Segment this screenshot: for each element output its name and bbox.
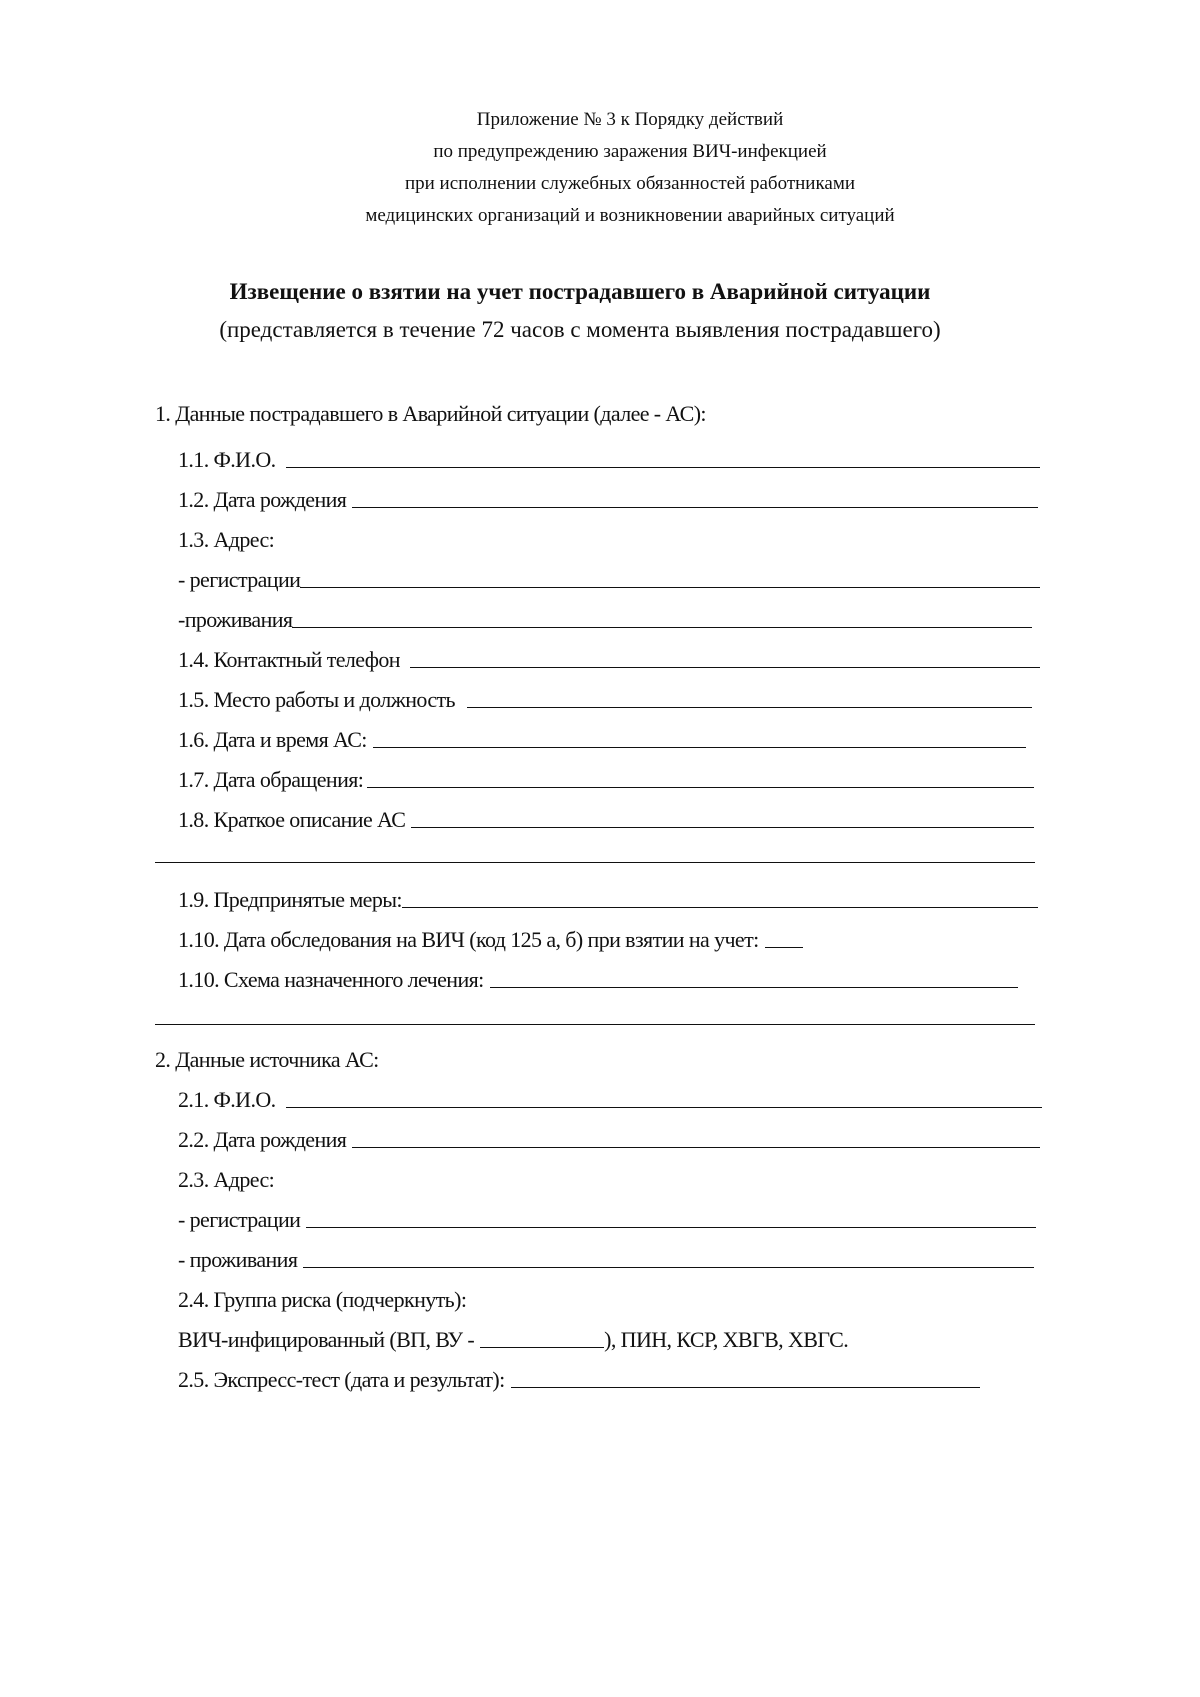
document-title: Извещение о взятии на учет пострадавшего в Аварийной ситуации (229, 279, 931, 304)
fill-in-line[interactable] (467, 685, 1032, 708)
fill-in-line[interactable] (480, 1327, 604, 1348)
fill-in-line[interactable] (292, 605, 1032, 628)
field-1-5-work (178, 684, 1032, 714)
fill-in-line[interactable] (286, 445, 1040, 468)
fill-in-line[interactable] (411, 805, 1034, 828)
field-1-2-birth (178, 484, 1038, 514)
field-1-9-measures (178, 884, 1038, 914)
fill-in-line-description-continued[interactable] (155, 862, 1035, 863)
field-label: 1.10. Схема назначенного лечения: (178, 967, 484, 992)
field-label: 1.9. Предпринятые меры: (178, 887, 402, 912)
fill-in-line[interactable] (402, 885, 1038, 908)
field-2-4-risk-group (178, 1284, 466, 1314)
field-2-5-express-test (178, 1364, 980, 1394)
field-label: 2.1. Ф.И.О. (178, 1087, 276, 1112)
field-2-3-residence (178, 1244, 1034, 1274)
field-2-2-birth (178, 1124, 1040, 1154)
fill-in-line[interactable] (490, 965, 1018, 988)
appendix-line-1: Приложение № 3 к Порядку действий (476, 109, 784, 130)
field-label: 2.2. Дата рождения (178, 1127, 347, 1152)
appendix-header (300, 104, 960, 232)
field-2-3-address (178, 1164, 274, 1194)
field-label: 1.5. Место работы и должность (178, 687, 455, 712)
field-label: - регистрации (178, 567, 301, 592)
field-label: 1.8. Краткое описание АС (178, 807, 406, 832)
section-2-heading (155, 1044, 379, 1074)
appendix-line-4: медицинских организаций и возникновении аварийных ситуаций (365, 205, 895, 226)
field-1-10-exam (178, 924, 803, 954)
appendix-line-2: по предупреждению заражения ВИЧ-инфекцией (433, 141, 827, 162)
section-1-heading-text: 1. Данные пострадавшего в Аварийной ситуации (далее - АС): (155, 401, 706, 426)
field-1-3-registration (178, 564, 1040, 594)
field-label: 2.3. Адрес: (178, 1167, 275, 1192)
field-label: -проживания (178, 607, 293, 632)
field-1-7-appeal (178, 764, 1034, 794)
fill-in-line[interactable] (367, 765, 1034, 788)
field-label: - проживания (178, 1247, 298, 1272)
field-1-8-description (178, 804, 1034, 834)
field-1-3-residence (178, 604, 1032, 634)
section-2-heading-text: 2. Данные источника АС: (155, 1047, 379, 1072)
fill-in-line[interactable] (511, 1365, 980, 1388)
fill-in-line[interactable] (410, 645, 1040, 668)
field-label: 2.4. Группа риска (подчеркнуть): (178, 1287, 467, 1312)
field-1-6-datetime (178, 724, 1026, 754)
field-label: 2.5. Экспресс-тест (дата и результат): (178, 1367, 505, 1392)
document-subtitle: (представляется в течение 72 часов с момента выявления пострадавшего) (219, 317, 941, 342)
risk-list-suffix: ), ПИН, КСР, ХВГВ, ХВГС. (604, 1327, 849, 1352)
fill-in-line[interactable] (300, 565, 1040, 588)
fill-in-line[interactable] (306, 1205, 1036, 1228)
fill-in-line[interactable] (352, 485, 1038, 508)
section-1-heading (155, 398, 706, 428)
appendix-line-3: при исполнении служебных обязанностей работниками (404, 173, 856, 194)
field-label: 1.1. Ф.И.О. (178, 447, 276, 472)
risk-list-prefix: ВИЧ-инфицированный (ВП, ВУ - (178, 1327, 475, 1352)
field-1-10-treatment (178, 964, 1018, 994)
field-2-3-registration (178, 1204, 1036, 1234)
field-1-1-fio (178, 444, 1040, 474)
fill-in-line[interactable] (352, 1125, 1040, 1148)
fill-in-line-treatment-continued[interactable] (155, 1024, 1035, 1025)
field-1-4-phone (178, 644, 1040, 674)
field-label: - регистрации (178, 1207, 301, 1232)
fill-in-line[interactable] (286, 1085, 1042, 1108)
field-2-4-risk-list (178, 1324, 848, 1354)
field-1-3-address (178, 524, 274, 554)
field-2-1-fio (178, 1084, 1042, 1114)
field-label: 1.2. Дата рождения (178, 487, 347, 512)
fill-in-line[interactable] (765, 927, 803, 948)
field-label: 1.6. Дата и время АС: (178, 727, 367, 752)
field-label: 1.10. Дата обследования на ВИЧ (код 125 а, б) при взятии на учет: (178, 927, 759, 952)
field-label: 1.7. Дата обращения: (178, 767, 364, 792)
field-label: 1.3. Адрес: (178, 527, 275, 552)
field-label: 1.4. Контактный телефон (178, 647, 400, 672)
fill-in-line[interactable] (303, 1245, 1034, 1268)
fill-in-line[interactable] (373, 725, 1026, 748)
